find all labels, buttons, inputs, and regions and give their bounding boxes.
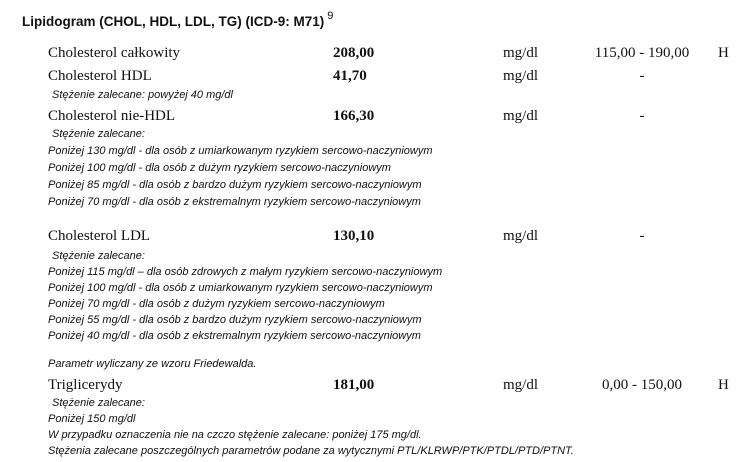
note-line: Stężenia zalecane poszczególnych parametrów podane za wytycznymi PTL/KLRWP/PTK/PTDL/PTD/PTNT. bbox=[48, 445, 574, 457]
result-unit: mg/dl bbox=[503, 377, 539, 393]
result-range: - bbox=[639, 68, 645, 84]
result-name: Cholesterol nie-HDL bbox=[48, 108, 176, 124]
note-line: Poniżej 115 mg/dl – dla osób zdrowych z małym ryzykiem sercowo-naczyniowym bbox=[48, 266, 443, 278]
result-value: 166,30 bbox=[333, 108, 375, 124]
title-footnote: 9 bbox=[327, 10, 334, 22]
note-line: Poniżej 150 mg/dl bbox=[48, 413, 136, 425]
note-line: Poniżej 85 mg/dl - dla osób z bardzo dużym ryzykiem sercowo-naczyniowym bbox=[48, 179, 422, 191]
result-name: Triglicerydy bbox=[48, 377, 123, 393]
result-name: Cholesterol LDL bbox=[48, 228, 151, 244]
note-line: Stężenie zalecane: bbox=[52, 397, 145, 409]
result-range: - bbox=[639, 108, 645, 124]
note-line: Poniżej 100 mg/dl - dla osób z dużym ryzykiem sercowo-naczyniowym bbox=[48, 162, 391, 174]
note-line: Poniżej 130 mg/dl - dla osób z umiarkowanym ryzykiem sercowo-naczyniowym bbox=[48, 145, 433, 157]
page-title bbox=[22, 10, 334, 29]
note-line: Stężenie zalecane: powyżej 40 mg/dl bbox=[52, 89, 233, 101]
result-value: 41,70 bbox=[333, 68, 367, 84]
note-line: W przypadku oznaczenia nie na czczo stężenie zalecane: poniżej 175 mg/dl. bbox=[48, 429, 422, 441]
result-range: 115,00 - 190,00 bbox=[594, 45, 690, 61]
result-value: 130,10 bbox=[333, 228, 375, 244]
result-flag: H bbox=[718, 377, 729, 393]
result-name: Cholesterol HDL bbox=[48, 68, 152, 84]
result-value: 181,00 bbox=[333, 377, 375, 393]
title-text: Lipidogram (CHOL, HDL, LDL, TG) (ICD-9: M71) bbox=[22, 14, 325, 29]
note-line: Poniżej 55 mg/dl - dla osób z bardzo dużym ryzykiem sercowo-naczyniowym bbox=[48, 314, 422, 326]
result-range: - bbox=[639, 228, 645, 244]
result-row-ldl bbox=[0, 228, 750, 248]
result-unit: mg/dl bbox=[503, 45, 539, 61]
note-line: Poniżej 70 mg/dl - dla osób z dużym ryzykiem sercowo-naczyniowym bbox=[48, 298, 385, 310]
note-line: Stężenie zalecane: bbox=[52, 250, 145, 262]
result-range: 0,00 - 150,00 bbox=[602, 377, 682, 393]
result-row-hdl bbox=[0, 68, 750, 88]
note-line: Poniżej 40 mg/dl - dla osób z ekstremalnym ryzykiem sercowo-naczyniowym bbox=[48, 330, 421, 342]
result-name: Cholesterol całkowity bbox=[48, 45, 181, 61]
note-line: Stężenie zalecane: bbox=[52, 128, 145, 140]
result-row-total-cholesterol bbox=[0, 45, 750, 65]
note-line: Poniżej 70 mg/dl - dla osób z ekstremalnym ryzykiem sercowo-naczyniowym bbox=[48, 196, 421, 208]
result-row-non-hdl bbox=[0, 108, 750, 128]
result-unit: mg/dl bbox=[503, 228, 539, 244]
result-row-triglycerides bbox=[0, 377, 750, 397]
result-unit: mg/dl bbox=[503, 108, 539, 124]
result-flag: H bbox=[718, 45, 729, 61]
result-unit: mg/dl bbox=[503, 68, 539, 84]
note-friedewald: Parametr wyliczany ze wzoru Friedewalda. bbox=[48, 358, 257, 370]
result-value: 208,00 bbox=[333, 45, 375, 61]
note-line: Poniżej 100 mg/dl - dla osób z umiarkowanym ryzykiem sercowo-naczyniowym bbox=[48, 282, 433, 294]
